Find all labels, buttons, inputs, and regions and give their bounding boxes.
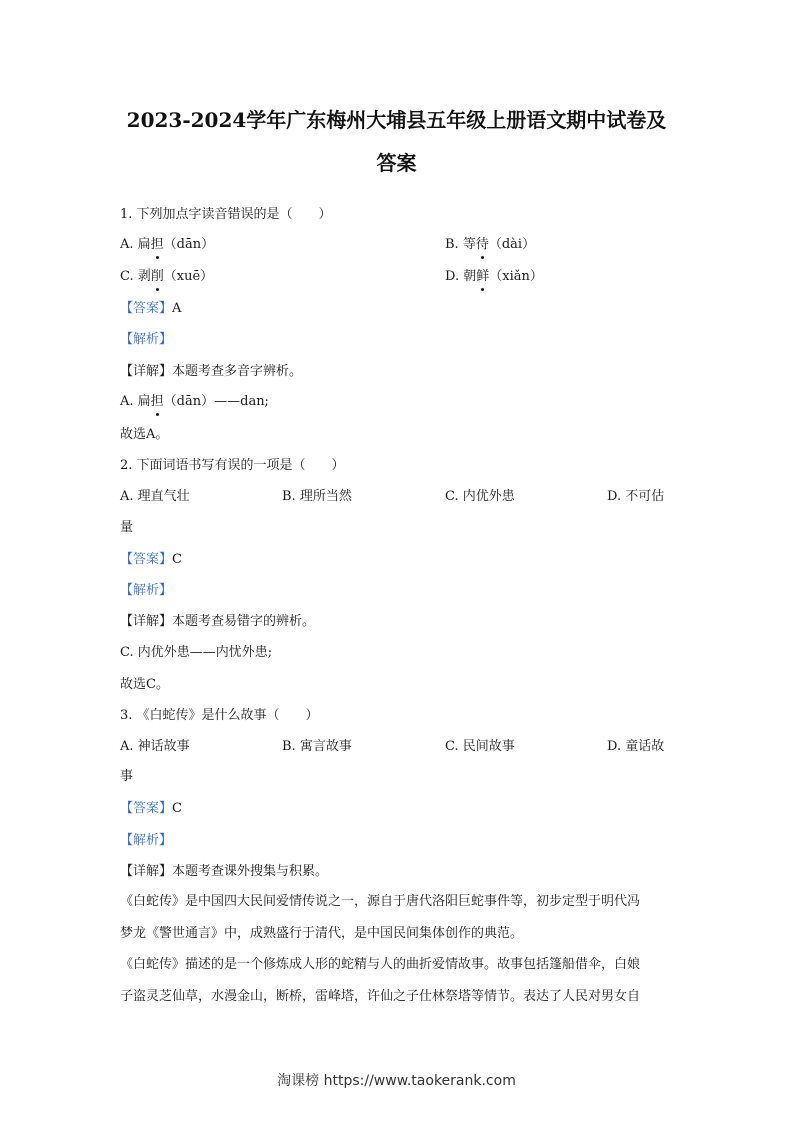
q3-answer <box>120 800 182 818</box>
q1-option-c-prefix: C. 剥 <box>120 269 151 284</box>
q1-answer <box>120 300 181 318</box>
q3-option-a: A. 神话故事 <box>120 739 190 754</box>
q2-analysis-label: 【解析】 <box>120 583 173 598</box>
q2-option-d: D. 不可估 <box>607 489 665 504</box>
q1-option-a-dotted-char: 担 <box>150 237 164 252</box>
q3-option-c: C. 民间故事 <box>445 739 515 754</box>
q1-option-b-pinyin: （dài） <box>488 237 536 252</box>
q2-conclusion: 故选C。 <box>120 677 169 692</box>
q1-option-d-pinyin: （xiǎn） <box>489 269 543 284</box>
q1-explain-dotted-char: 担 <box>150 394 164 409</box>
q2-option-c: C. 内优外患 <box>445 489 515 504</box>
q3-answer-value: C <box>172 801 182 816</box>
q2-option-d-wrap: 量 <box>120 520 134 535</box>
q3-stem: 3. 《白蛇传》是什么故事（ ） <box>120 708 319 723</box>
q1-answer-value: A <box>172 301 182 316</box>
q1-option-c-pinyin: （xuē） <box>163 269 214 284</box>
q1-option-b <box>445 236 535 254</box>
q1-stem: 1. 下列加点字读音错误的是（ ） <box>120 207 332 222</box>
answer-label: 【答案】 <box>120 552 173 567</box>
q3-option-d-wrap: 事 <box>120 769 134 784</box>
q1-explain <box>120 393 269 411</box>
detail-label: 【详解】 <box>120 364 173 379</box>
detail-label: 【详解】 <box>120 864 173 879</box>
q1-explain-suffix: （dān）——dan; <box>163 394 269 409</box>
q3-option-b: B. 寓言故事 <box>282 739 352 754</box>
q3-para1-line1: 《白蛇传》是中国四大民间爱情传说之一，源自于唐代洛阳巨蛇事件等，初步定型于明代冯 <box>120 894 641 909</box>
q1-detail <box>120 363 302 381</box>
q1-option-d <box>445 268 543 286</box>
footer-watermark: 淘课榜 https://www.taokerank.com <box>277 1073 516 1089</box>
q1-analysis-label: 【解析】 <box>120 332 173 347</box>
q1-explain-prefix: A. 扁 <box>120 394 151 409</box>
q2-option-b: B. 理所当然 <box>282 489 352 504</box>
document-title-line1: 2023-2024学年广东梅州大埔县五年级上册语文期中试卷及 <box>126 108 667 132</box>
q1-option-a <box>120 236 214 254</box>
q1-conclusion: 故选A。 <box>120 427 169 442</box>
q1-option-a-pinyin: （dān） <box>163 237 215 252</box>
q2-detail-text: 本题考查易错字的辨析。 <box>172 614 316 629</box>
document-title-line2: 答案 <box>376 151 417 175</box>
q1-option-c <box>120 268 213 286</box>
q3-analysis-label: 【解析】 <box>120 833 173 848</box>
q2-answer-value: C <box>172 552 182 567</box>
q1-option-b-prefix: B. 等 <box>445 237 476 252</box>
q1-option-b-dotted-char: 待 <box>475 237 489 252</box>
q2-answer <box>120 551 182 569</box>
q3-para2-line2: 子盗灵芝仙草，水漫金山，断桥，雷峰塔，许仙之子仕林祭塔等情节。表达了人民对男女自 <box>120 989 641 1004</box>
q2-stem: 2. 下面词语书写有误的一项是（ ） <box>120 458 345 473</box>
q3-para2-line1: 《白蛇传》描述的是一个修炼成人形的蛇精与人的曲折爱情故事。故事包括篷船借伞，白娘 <box>120 957 641 972</box>
detail-label: 【详解】 <box>120 614 173 629</box>
q1-option-a-prefix: A. 扁 <box>120 237 151 252</box>
q2-option-a: A. 理直气壮 <box>120 489 190 504</box>
q3-detail-text: 本题考查课外搜集与积累。 <box>172 864 329 879</box>
q1-detail-text: 本题考查多音字辨析。 <box>172 364 303 379</box>
q3-detail <box>120 863 328 881</box>
q3-option-d: D. 童话故 <box>607 739 665 754</box>
q3-para1-line2: 梦龙《警世通言》中，成熟盛行于清代，是中国民间集体创作的典范。 <box>120 926 524 941</box>
q1-option-d-dotted-char: 鲜 <box>476 269 490 284</box>
answer-label: 【答案】 <box>120 301 173 316</box>
answer-label: 【答案】 <box>120 801 173 816</box>
q1-option-d-prefix: D. 朝 <box>445 269 477 284</box>
q2-explain: C. 内优外患——内忧外患; <box>120 645 273 660</box>
q1-option-c-dotted-char: 削 <box>150 269 164 284</box>
q2-detail <box>120 613 315 631</box>
